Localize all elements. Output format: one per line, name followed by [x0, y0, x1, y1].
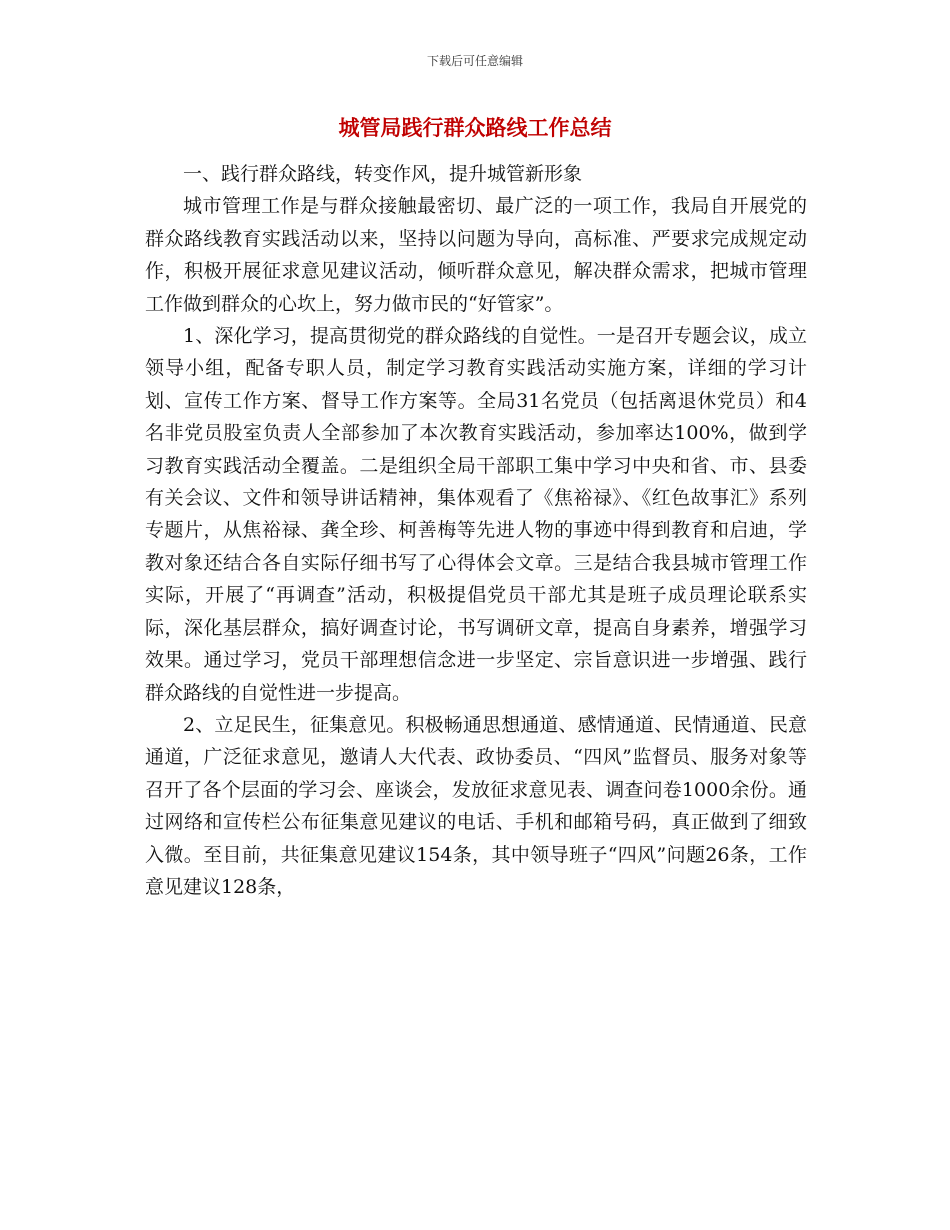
- paragraph-intro: 城市管理工作是与群众接触最密切、最广泛的一项工作，我局自开展党的群众路线教育实践活动以来，坚持以问题为导向，高标准、严要求完成规定动作，积极开展征求意见建议活动，倾听群众意见，解决群众需求，把城市管理工作做到群众的心坎上，努力做市民的“好管家”。: [145, 195, 807, 315]
- section-heading: 一、践行群众路线，转变作风，提升城管新形象: [183, 163, 583, 185]
- paragraph-study: 1、深化学习，提高贯彻党的群众路线的自觉性。一是召开专题会议，成立领导小组，配备专职人员，制定学习教育实践活动实施方案，详细的学习计划、宣传工作方案、督导工作方案等。全局31名党员（包括离退休党员）和4名非党员股室负责人全部参加了本次教育实践活动，参加率达100%，做到学习教育实践活动全覆盖。二是组织全局干部职工集中学习中央和省、市、县委有关会议、文件和领导讲话精神，集体观看了《焦裕禄》、《红色故事汇》系列专题片，从焦裕禄、龚全珍、柯善梅等先进人物的事迹中得到教育和启迪，学教对象还结合各自实际仔细书写了心得体会文章。三是结合我县城市管理工作实际，开展了“再调查”活动，积极提倡党员干部尤其是班子成员理论联系实际，深化基层群众，搞好调查讨论，书写调研文章，提高自身素养，增强学习效果。通过学习，党员干部理想信念进一步坚定、宗旨意识进一步增强、践行群众路线的自觉性进一步提高。: [145, 325, 807, 704]
- document-body: [145, 158, 807, 903]
- document-title: 城管局践行群众路线工作总结: [338, 116, 612, 140]
- paragraph-opinions: 2、立足民生，征集意见。积极畅通思想通道、感情通道、民情通道、民意通道，广泛征求意见，邀请人大代表、政协委员、“四风”监督员、服务对象等召开了各个层面的学习会、座谈会，发放征求意见表、调查问卷1000余份。通过网络和宣传栏公布征集意见建议的电话、手机和邮箱号码，真正做到了细致入微。至目前，共征集意见建议154条，其中领导班子“四风”问题26条，工作意见建议128条，: [145, 713, 807, 898]
- header-note: 下载后可任意编辑: [426, 54, 523, 68]
